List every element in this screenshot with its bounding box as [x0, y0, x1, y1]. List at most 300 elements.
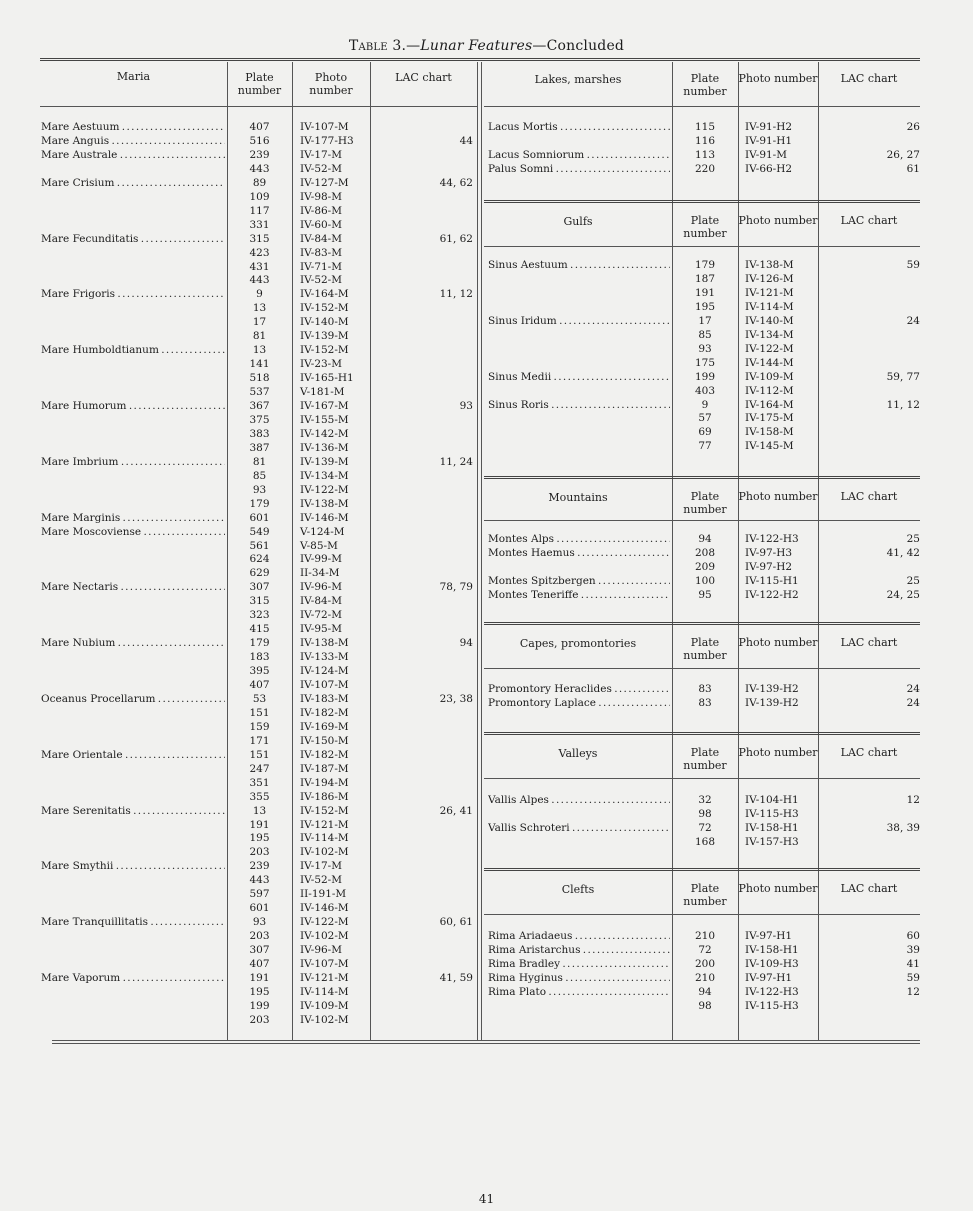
feature-name: Mare Vaporum . . . — [41, 971, 225, 985]
photo-number: IV-139-H2 — [745, 696, 799, 709]
feature-name: Montes Alps . . . — [488, 532, 670, 546]
plate-number: 168 — [694, 835, 716, 848]
title-dash: — — [406, 38, 421, 54]
plate-number: 208 — [694, 546, 716, 559]
photo-number: IV-114-M — [300, 832, 349, 845]
plate-number: 151 — [249, 748, 270, 761]
feature-name: Sinus Roris . . . — [488, 398, 670, 412]
plate-number: 32 — [698, 794, 712, 806]
lac-chart-value: 25 — [906, 574, 920, 587]
lac-chart-value: 59, 77 — [886, 370, 920, 383]
plate-number-header: Plate number — [683, 636, 727, 662]
feature-name: Lacus Mortis . . . — [488, 120, 670, 134]
photo-number: II-34-M — [300, 567, 340, 580]
lac-chart-value: 25 — [906, 533, 920, 545]
lac-chart-value: 59 — [906, 259, 920, 271]
rule-line — [484, 246, 920, 247]
photo-number: IV-122-M — [745, 342, 794, 355]
photo-number: IV-102-M — [300, 846, 349, 859]
photo-number-header: Photo number — [309, 71, 353, 97]
lac-chart-header: LAC chart — [840, 882, 898, 895]
photo-number: IV-98-M — [300, 190, 342, 203]
section-heading: Lakes, marshes — [534, 73, 622, 86]
feature-name: Montes Teneriffe . . . — [488, 588, 670, 602]
plate-number: 109 — [249, 190, 270, 203]
photo-number-header: Photo number — [738, 746, 818, 759]
photo-number: IV-102-M — [300, 1013, 349, 1026]
plate-number: 13 — [252, 302, 267, 315]
plate-number: 200 — [694, 957, 716, 970]
plate-number-header: Plate number — [683, 746, 727, 772]
feature-name: Mare Crisium . . . — [41, 176, 225, 190]
plate-number: 9 — [701, 398, 709, 411]
photo-number: IV-122-H3 — [745, 985, 799, 998]
lac-chart-header: LAC chart — [840, 214, 898, 227]
table-subject: Lunar Features — [420, 38, 533, 54]
lac-chart-value: 61 — [906, 162, 920, 175]
photo-number: IV-97-H2 — [745, 560, 793, 573]
photo-number: IV-102-M — [300, 930, 349, 943]
feature-name: Oceanus Procellarum . . . — [41, 692, 225, 706]
feature-name: Rima Aristarchus . . . — [488, 943, 670, 957]
plate-number: 17 — [252, 316, 267, 329]
photo-number: IV-60-M — [300, 218, 342, 231]
lac-chart-value: 12 — [906, 985, 920, 998]
photo-number: IV-177-H3 — [300, 134, 354, 147]
photo-number: IV-83-M — [300, 246, 342, 259]
photo-number: IV-109-H3 — [745, 957, 799, 970]
photo-number: IV-115-H1 — [745, 574, 799, 587]
plate-number: 81 — [252, 330, 267, 343]
photo-number: IV-157-H3 — [745, 835, 799, 848]
rule-line — [484, 732, 920, 735]
rule-line — [40, 106, 477, 107]
photo-number: IV-124-M — [300, 665, 349, 678]
rule-line — [52, 1043, 920, 1044]
plate-number: 171 — [249, 734, 270, 747]
feature-name: Sinus Medii . . . — [488, 370, 670, 384]
photo-number: IV-114-M — [300, 985, 349, 998]
photo-number: IV-152-M — [300, 302, 349, 315]
plate-number: 179 — [694, 259, 716, 271]
lac-chart-value: 61, 62 — [439, 232, 473, 245]
photo-number: IV-138-M — [300, 497, 349, 510]
plate-number: 315 — [249, 232, 270, 245]
photo-number: IV-134-M — [300, 469, 349, 482]
photo-number: IV-115-H3 — [745, 999, 799, 1012]
photo-number: IV-158-H1 — [745, 821, 799, 834]
photo-number: IV-122-M — [300, 916, 349, 929]
plate-number: 191 — [249, 971, 270, 984]
plate-number: 95 — [698, 588, 712, 601]
section-heading: Gulfs — [563, 215, 593, 228]
lac-chart-value: 44, 62 — [439, 176, 473, 189]
feature-name: Mare Australe . . . — [41, 148, 225, 162]
photo-number: II-191-M — [300, 888, 347, 901]
lac-chart-value: 26, 27 — [886, 148, 920, 161]
feature-name: Mare Serenitatis . . . — [41, 804, 225, 818]
photo-number: IV-112-M — [745, 384, 794, 397]
photo-number: IV-138-M — [300, 637, 349, 650]
lac-chart-value: 60, 61 — [439, 916, 473, 929]
photo-number: IV-122-H2 — [745, 588, 799, 601]
plate-number: 179 — [249, 637, 270, 650]
lac-chart-value: 94 — [459, 637, 473, 650]
plate-number: 195 — [249, 832, 270, 845]
feature-name: Mare Aestuum . . . — [41, 120, 225, 134]
photo-number: IV-104-H1 — [745, 794, 799, 806]
photo-number: IV-183-M — [300, 692, 349, 705]
photo-number: IV-72-M — [300, 609, 342, 622]
plate-number: 210 — [694, 971, 716, 984]
photo-number-header: Photo number — [738, 72, 818, 85]
feature-name: Palus Somni . . . — [488, 162, 670, 176]
photo-number: IV-169-M — [300, 720, 349, 733]
plate-number: 83 — [698, 696, 712, 709]
photo-number: IV-115-H3 — [745, 807, 799, 820]
plate-number: 415 — [249, 623, 270, 636]
plate-number: 183 — [249, 651, 270, 664]
table-title — [0, 38, 973, 54]
photo-number: IV-134-M — [745, 328, 794, 341]
rule-line — [484, 106, 920, 107]
photo-number: IV-66-H2 — [745, 162, 793, 175]
rule-line — [484, 868, 920, 871]
plate-number: 85 — [252, 469, 267, 482]
plate-number: 443 — [249, 274, 270, 287]
plate-number: 597 — [249, 888, 270, 901]
title-suffix: —Concluded — [532, 38, 625, 54]
photo-number: V-124-M — [300, 525, 345, 538]
plate-number: 93 — [252, 483, 267, 496]
plate-number: 98 — [698, 807, 712, 820]
plate-number: 407 — [249, 958, 270, 970]
feature-name: Mare Smythii . . . — [41, 859, 225, 873]
feature-name: Vallis Alpes . . . — [488, 793, 670, 807]
photo-number: IV-52-M — [300, 162, 342, 175]
photo-number: IV-187-M — [300, 762, 349, 775]
column-rule — [481, 62, 482, 1040]
plate-number: 191 — [694, 286, 716, 299]
photo-number: IV-150-M — [300, 734, 349, 747]
photo-number: IV-91-H2 — [745, 121, 793, 133]
plate-number: 13 — [252, 344, 267, 357]
feature-name: Promontory Laplace . . . — [488, 696, 670, 710]
photo-number: IV-194-M — [300, 776, 349, 789]
feature-name: Mare Orientale . . . — [41, 748, 225, 762]
photo-number: IV-99-M — [300, 553, 342, 566]
photo-number: IV-17-M — [300, 148, 342, 161]
photo-number-header: Photo number — [738, 882, 818, 895]
photo-number: IV-97-H1 — [745, 930, 793, 942]
photo-number: IV-186-M — [300, 790, 349, 803]
plate-number: 93 — [252, 916, 267, 929]
photo-number: IV-91-M — [745, 148, 787, 161]
plate-number: 151 — [249, 706, 270, 719]
plate-number: 89 — [252, 176, 267, 189]
photo-number: IV-133-M — [300, 651, 349, 664]
plate-number: 9 — [256, 288, 263, 301]
feature-name: Montes Spitzbergen . . . — [488, 574, 670, 588]
plate-number: 191 — [249, 818, 270, 831]
plate-number: 53 — [252, 692, 267, 705]
section-heading: Clefts — [561, 883, 595, 896]
plate-number: 383 — [249, 427, 270, 440]
feature-name: Vallis Schroteri . . . — [488, 821, 670, 835]
lac-chart-value: 26 — [906, 121, 920, 133]
photo-number: IV-107-M — [300, 121, 349, 133]
photo-number: IV-17-M — [300, 860, 342, 873]
section-heading: Mountains — [548, 491, 608, 504]
plate-number: 307 — [249, 944, 270, 957]
feature-name: Rima Bradley . . . — [488, 957, 670, 971]
plate-number: 203 — [249, 846, 270, 859]
feature-name: Lacus Somniorum . . . — [488, 148, 670, 162]
feature-name: Mare Anguis . . . — [41, 134, 225, 148]
plate-number-header: Plate number — [683, 72, 727, 98]
plate-number: 85 — [698, 328, 712, 341]
plate-number: 141 — [249, 358, 270, 371]
plate-number: 199 — [249, 999, 270, 1012]
plate-number-header: Plate number — [237, 71, 282, 97]
photo-number: IV-142-M — [300, 427, 349, 440]
feature-name: Mare Moscoviense . . . — [41, 525, 225, 539]
plate-number: 443 — [249, 874, 270, 887]
plate-number: 395 — [249, 665, 270, 678]
photo-number: IV-182-M — [300, 706, 349, 719]
feature-name: Mare Nectaris . . . — [41, 580, 225, 594]
plate-number: 239 — [249, 148, 270, 161]
photo-number: IV-121-M — [300, 971, 349, 984]
plate-number: 203 — [249, 930, 270, 943]
plate-number: 601 — [249, 511, 270, 524]
plate-number: 331 — [249, 218, 270, 231]
plate-number: 199 — [694, 370, 716, 383]
plate-number: 203 — [249, 1013, 270, 1026]
feature-name: Mare Fecunditatis . . . — [41, 232, 225, 246]
lac-chart-value: 24, 25 — [886, 588, 920, 601]
lac-chart-header: LAC chart — [840, 72, 898, 85]
plate-number: 431 — [249, 260, 270, 273]
plate-number: 94 — [698, 533, 712, 545]
lac-chart-value: 59 — [906, 971, 920, 984]
plate-number: 69 — [698, 426, 712, 439]
plate-number: 17 — [698, 314, 712, 327]
photo-number: IV-139-H2 — [745, 683, 799, 695]
column-rule — [477, 62, 478, 1040]
photo-number: IV-164-M — [300, 288, 349, 301]
photo-number: IV-97-H3 — [745, 546, 793, 559]
photo-number: IV-52-M — [300, 274, 342, 287]
plate-number: 113 — [694, 148, 716, 161]
plate-number: 83 — [698, 683, 712, 695]
photo-number: IV-127-M — [300, 176, 349, 189]
plate-number: 57 — [698, 412, 712, 425]
plate-number: 13 — [252, 804, 267, 817]
plate-number: 98 — [698, 999, 712, 1012]
column-rule — [292, 62, 293, 1040]
section-heading: Valleys — [558, 747, 598, 760]
photo-number: V-181-M — [300, 386, 345, 399]
lac-chart-value: 24 — [906, 314, 920, 327]
section-heading: Capes, promontories — [519, 637, 637, 650]
plate-number: 443 — [249, 162, 270, 175]
photo-number: IV-175-M — [745, 412, 794, 425]
plate-number-header: Plate number — [683, 882, 727, 908]
rule-line — [484, 668, 920, 669]
photo-number: IV-140-M — [745, 314, 794, 327]
lac-chart-value: 41, 42 — [886, 546, 920, 559]
rule-line — [40, 58, 920, 61]
maria-heading: Maria — [116, 70, 151, 83]
plate-number: 195 — [249, 985, 270, 998]
photo-number: IV-84-M — [300, 232, 342, 245]
photo-number: IV-146-M — [300, 902, 349, 915]
feature-name: Sinus Aestuum . . . — [488, 258, 670, 272]
photo-number: IV-109-M — [300, 999, 349, 1012]
photo-number: IV-158-M — [745, 426, 794, 439]
photo-number: IV-91-H1 — [745, 134, 793, 147]
photo-number: IV-122-M — [300, 483, 349, 496]
rule-line — [484, 778, 920, 779]
plate-number-header: Plate number — [683, 490, 727, 516]
photo-number: IV-107-M — [300, 958, 349, 970]
plate-number: 351 — [249, 776, 270, 789]
photo-number: IV-164-M — [745, 398, 794, 411]
photo-number: IV-97-H1 — [745, 971, 793, 984]
photo-number: IV-152-M — [300, 804, 349, 817]
feature-name: Montes Haemus . . . — [488, 546, 670, 560]
plate-number: 159 — [249, 720, 270, 733]
photo-number: IV-144-M — [745, 356, 794, 369]
photo-number: IV-71-M — [300, 260, 342, 273]
plate-number: 72 — [698, 943, 712, 956]
feature-name: Rima Ariadaeus . . . — [488, 929, 670, 943]
rule-line — [484, 200, 920, 203]
lac-chart-value: 38, 39 — [886, 821, 920, 834]
photo-number: IV-96-M — [300, 944, 342, 957]
plate-number: 561 — [249, 539, 270, 552]
rule-line — [484, 520, 920, 521]
lac-chart-value: 11, 12 — [886, 398, 920, 411]
plate-number: 81 — [252, 455, 267, 468]
lac-chart-value: 93 — [459, 400, 473, 412]
plate-number: 187 — [694, 272, 716, 285]
lac-chart-value: 41 — [906, 957, 920, 970]
feature-name: Mare Frigoris . . . — [41, 287, 225, 301]
plate-number: 239 — [249, 860, 270, 873]
plate-number: 72 — [698, 821, 712, 834]
lac-chart-header: LAC chart — [395, 71, 452, 84]
lac-chart-header: LAC chart — [840, 636, 898, 649]
photo-number: IV-140-M — [300, 316, 349, 329]
lac-chart-value: 24 — [906, 683, 920, 695]
lac-chart-value: 11, 12 — [439, 288, 473, 301]
plate-number: 407 — [249, 121, 270, 133]
plate-number: 220 — [694, 162, 716, 175]
photo-number: IV-121-M — [745, 286, 794, 299]
plate-number: 175 — [694, 356, 716, 369]
plate-number: 387 — [249, 441, 270, 454]
plate-number: 100 — [694, 574, 716, 587]
page-number: 41 — [478, 1192, 495, 1206]
plate-number: 601 — [249, 902, 270, 915]
photo-number: IV-155-M — [300, 413, 349, 426]
plate-number: 549 — [249, 525, 270, 538]
plate-number-header: Plate number — [683, 214, 727, 240]
plate-number: 115 — [694, 121, 716, 133]
plate-number: 403 — [694, 384, 716, 397]
photo-number: IV-86-M — [300, 204, 342, 217]
photo-number: IV-109-M — [745, 370, 794, 383]
plate-number: 407 — [249, 679, 270, 691]
plate-number: 93 — [698, 342, 712, 355]
photo-number: V-85-M — [300, 539, 338, 552]
photo-number: IV-139-M — [300, 455, 349, 468]
photo-number: IV-126-M — [745, 272, 794, 285]
lac-chart-value: 39 — [906, 943, 920, 956]
photo-number: IV-165-H1 — [300, 372, 354, 385]
feature-name: Mare Humorum . . . — [41, 399, 225, 413]
feature-name: Mare Imbrium . . . — [41, 455, 225, 469]
lac-chart-value: 12 — [906, 794, 920, 806]
plate-number: 77 — [698, 440, 712, 453]
photo-number-header: Photo number — [738, 490, 818, 503]
photo-number: IV-23-M — [300, 358, 342, 371]
plate-number: 94 — [698, 985, 712, 998]
photo-number: IV-107-M — [300, 679, 349, 691]
photo-number: IV-152-M — [300, 344, 349, 357]
plate-number: 423 — [249, 246, 270, 259]
photo-number: IV-136-M — [300, 441, 349, 454]
lac-chart-value: 44 — [459, 134, 473, 147]
table-number: Table 3. — [348, 38, 407, 54]
lac-chart-value: 78, 79 — [439, 581, 473, 594]
plate-number: 117 — [249, 204, 270, 217]
plate-number: 179 — [249, 497, 270, 510]
photo-number: IV-84-M — [300, 595, 342, 608]
plate-number: 323 — [249, 609, 270, 622]
photo-number: IV-114-M — [745, 300, 794, 313]
lac-chart-value: 23, 38 — [439, 692, 473, 705]
lac-chart-value: 24 — [906, 696, 920, 709]
plate-number: 518 — [249, 372, 270, 385]
plate-number: 375 — [249, 413, 270, 426]
photo-number: IV-121-M — [300, 818, 349, 831]
lac-chart-header: LAC chart — [840, 746, 898, 759]
photo-number: IV-145-M — [745, 440, 794, 453]
photo-number: IV-52-M — [300, 874, 342, 887]
plate-number: 195 — [694, 300, 716, 313]
feature-name: Promontory Heraclides . . . — [488, 682, 670, 696]
photo-number: IV-182-M — [300, 748, 349, 761]
rule-line — [52, 1040, 920, 1041]
lac-chart-header: LAC chart — [840, 490, 898, 503]
plate-number: 209 — [694, 560, 716, 573]
feature-name: Rima Plato . . . — [488, 985, 670, 999]
plate-number: 367 — [249, 400, 270, 412]
plate-number: 247 — [249, 762, 270, 775]
plate-number: 116 — [694, 134, 716, 147]
photo-number: IV-146-M — [300, 511, 349, 524]
photo-number: IV-95-M — [300, 623, 342, 636]
photo-number-header: Photo number — [738, 214, 818, 227]
plate-number: 307 — [249, 581, 270, 594]
lac-chart-value: 41, 59 — [439, 971, 473, 984]
feature-name: Mare Nubium . . . — [41, 636, 225, 650]
photo-number: IV-139-M — [300, 330, 349, 343]
feature-name: Mare Marginis . . . — [41, 511, 225, 525]
